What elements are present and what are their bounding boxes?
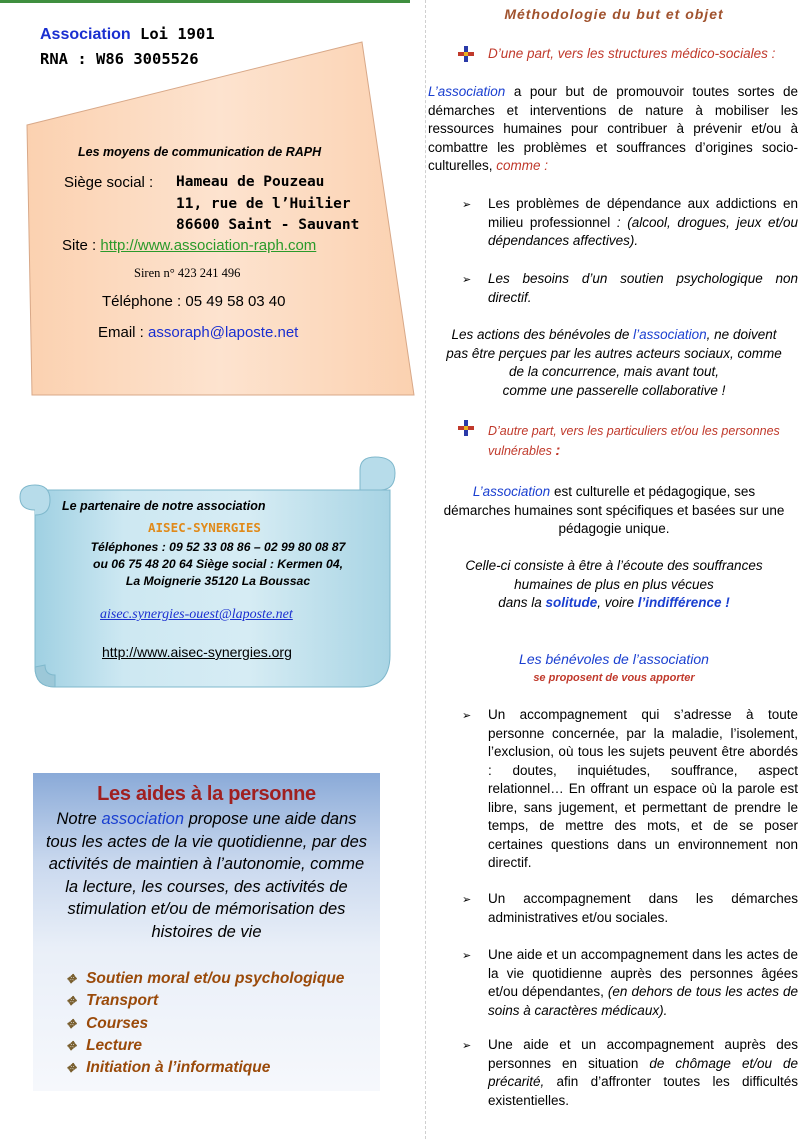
- diamond-star-icon: ✥: [66, 1061, 77, 1076]
- diamond-star-icon: ✥: [66, 994, 77, 1009]
- aides-intro-line: stimulation et/ou de mémorisation des: [67, 900, 346, 918]
- list-item: [66, 968, 344, 990]
- email-link[interactable]: assoraph@laposte.net: [148, 324, 299, 341]
- bullet-text: Les problèmes de dépendance aux addictions en milieu professionnel: [488, 196, 798, 230]
- siege-line-2: 11, rue de l’Huilier: [176, 196, 351, 212]
- ecoute-text: , voire: [597, 595, 638, 610]
- item-text: Une aide et un accompagnement auprès des personnes en situation: [488, 1037, 798, 1071]
- association-word: Association: [40, 26, 131, 43]
- bullet-soutien: Les besoins d’un soutien psychologique non directif.: [488, 271, 798, 305]
- solitude-word: solitude: [545, 595, 598, 610]
- association-word: L’association: [472, 484, 551, 499]
- aides-title: Les aides à la personne: [97, 783, 316, 805]
- partner-line-2: ou 06 75 48 20 64 Siège social : Kermen 04,: [93, 557, 343, 571]
- site-label: Site :: [62, 237, 101, 254]
- partner-details: [58, 539, 378, 590]
- aides-intro-line: histoires de vie: [151, 922, 262, 941]
- arrow-bullet-icon: ➢: [462, 894, 472, 906]
- diamond-star-icon: ✥: [66, 1016, 77, 1031]
- aides-item-label: Transport: [86, 992, 159, 1010]
- list-item: [66, 1057, 344, 1079]
- part-two-line: D’autre part, vers les particuliers et/ou les personnes: [488, 424, 780, 438]
- partner-email-link[interactable]: aisec.synergies-ouest@laposte.net: [100, 607, 293, 622]
- culture-line: pédagogie unique.: [558, 521, 670, 536]
- indifference-word: l’indifférence !: [637, 595, 730, 610]
- partner-line-3: La Moignerie 35120 La Boussac: [125, 574, 311, 588]
- purpose-text: a pour but de promouvoir toutes sortes de démarches et interventions de nature à mobiliser les ressources humaines pour contribuer à prévenir et/ou à combattre les problèmes et souffrances d’origines socio-culturelles,: [428, 84, 798, 173]
- email-row: [98, 324, 298, 341]
- culture-text: est culturelle et pédagogique, ses: [550, 484, 756, 499]
- benevoles-subtitle: se proposent de vous apporter: [533, 672, 695, 684]
- item-text-italic: (en dehors de tous les actes de soins à caractères médicaux).: [488, 984, 798, 1018]
- actions-text: Les actions des bénévoles de: [451, 327, 634, 342]
- method-heading: Méthodologie du but et objet: [504, 6, 724, 22]
- siege-line-3: 86600 Saint - Sauvant: [176, 217, 360, 233]
- diamond-star-icon: ✥: [66, 1038, 77, 1053]
- arrow-bullet-icon: ➢: [462, 1040, 472, 1052]
- top-rule: [0, 0, 410, 3]
- rna-number: RNA : W86 3005526: [40, 50, 199, 68]
- actions-line: pas être perçues par les autres acteurs sociaux, comme: [446, 345, 782, 361]
- site-row: [62, 237, 316, 254]
- bullet-addictions: [488, 195, 798, 251]
- aides-intro-line: tous les actes de la vie quotidienne, par des: [45, 832, 368, 851]
- arrow-bullet-icon: ➢: [462, 199, 472, 211]
- site-link[interactable]: http://www.association-raph.com: [100, 237, 317, 254]
- actions-paragraph: [430, 326, 798, 400]
- email-label: Email :: [98, 324, 149, 341]
- actions-text: , ne doivent: [706, 327, 777, 342]
- aides-intro: [36, 808, 377, 943]
- cross-marker-icon: [458, 420, 474, 436]
- bullet-text-italic: : (alcool, drogues, jeux et/ou dépendances affectives).: [488, 214, 798, 248]
- siege-label: Siège social :: [64, 174, 154, 191]
- culture-paragraph: [430, 483, 798, 539]
- column-divider: [425, 0, 426, 1139]
- accompagnement-item-1: Un accompagnement qui s’adresse à toute personne concernée, par la maladie, l’isolement, l’exclusion, où tous les sujets peuvent être abordés : doutes, inquiétudes, souffrance, aspect relationnel… En offrant un espace où la parole est libre, sans jugement, et permettant de prendre le temps, de mettre des mots, et de se poser certaines questions dans un environnement non directif.: [488, 707, 798, 870]
- cross-marker-icon: [458, 46, 474, 62]
- list-item: [66, 1035, 344, 1057]
- item-text: afin d’affronter toutes les difficultés existentielles.: [488, 1074, 798, 1108]
- arrow-bullet-icon: ➢: [462, 710, 472, 722]
- actions-line: comme une passerelle collaborative !: [502, 382, 726, 398]
- list-item: [66, 990, 344, 1012]
- ecoute-paragraph: [430, 557, 798, 613]
- aides-item-label: Initiation à l’informatique: [86, 1059, 271, 1077]
- ecoute-line: Celle-ci consiste à être à l’écoute des souffrances: [465, 558, 763, 573]
- aides-intro-line: la lecture, les courses, des activités de: [65, 877, 348, 896]
- actions-line: de la concurrence, mais avant tout,: [508, 364, 720, 379]
- accompagnement-item-3: [488, 946, 798, 1020]
- item-text-italic: de chômage et/ou de précarité,: [488, 1055, 798, 1089]
- siege-line-1: Hameau de Pouzeau: [176, 174, 325, 190]
- purpose-paragraph: [428, 83, 798, 176]
- siren-number: Siren n° 423 241 496: [134, 266, 241, 280]
- arrow-bullet-icon: ➢: [462, 274, 472, 286]
- partner-name: AISEC-SYNERGIES: [148, 520, 261, 535]
- part-one-heading: D’une part, vers les structures médico-sociales :: [488, 46, 776, 61]
- aides-intro-text: Notre: [56, 810, 102, 828]
- aides-intro-association: association: [101, 810, 185, 828]
- contact-card-title: Les moyens de communication de RAPH: [78, 145, 322, 159]
- accompagnement-item-4: [488, 1036, 798, 1110]
- ecoute-line: humaines de plus en plus vécues: [514, 576, 714, 592]
- aides-intro-text: propose une aide dans: [184, 810, 357, 828]
- diamond-star-icon: ✥: [66, 972, 77, 986]
- partner-web-link[interactable]: http://www.aisec-synergies.org: [102, 644, 292, 660]
- part-two-line: vulnérables: [488, 444, 556, 458]
- loi-text: Loi 1901: [130, 25, 215, 43]
- aides-intro-line: activités de maintien à l’autonomie, comme: [48, 855, 365, 873]
- partner-title: Le partenaire de notre association: [62, 499, 266, 513]
- ecoute-text: dans la: [498, 595, 546, 610]
- culture-line: démarches humaines sont spécifiques et basées sur une: [443, 502, 785, 518]
- comme-word: comme :: [496, 158, 549, 173]
- list-item: [66, 1013, 344, 1035]
- partner-line-1: Téléphones : 09 52 33 08 86 – 02 99 80 08 87: [90, 540, 346, 554]
- benevoles-title: Les bénévoles de l’association: [519, 651, 709, 667]
- association-word: L’association: [428, 84, 506, 99]
- accompagnement-item-2: Un accompagnement dans les démarches administratives et/ou sociales.: [488, 891, 798, 925]
- part-two-colon: :: [555, 442, 561, 459]
- phone-number: Téléphone : 05 49 58 03 40: [102, 293, 286, 310]
- aides-list: [66, 968, 344, 1079]
- arrow-bullet-icon: ➢: [462, 950, 472, 962]
- part-two-heading: [488, 421, 780, 461]
- association-word: l’association: [633, 327, 707, 342]
- aides-item-label: Soutien moral et/ou psychologique: [86, 970, 345, 987]
- item-text: Une aide et un accompagnement dans les actes de la vie quotidienne auprès des personnes âgées et/ou dépendantes,: [488, 947, 798, 999]
- aides-item-label: Courses: [86, 1014, 149, 1032]
- aides-item-label: Lecture: [86, 1036, 143, 1054]
